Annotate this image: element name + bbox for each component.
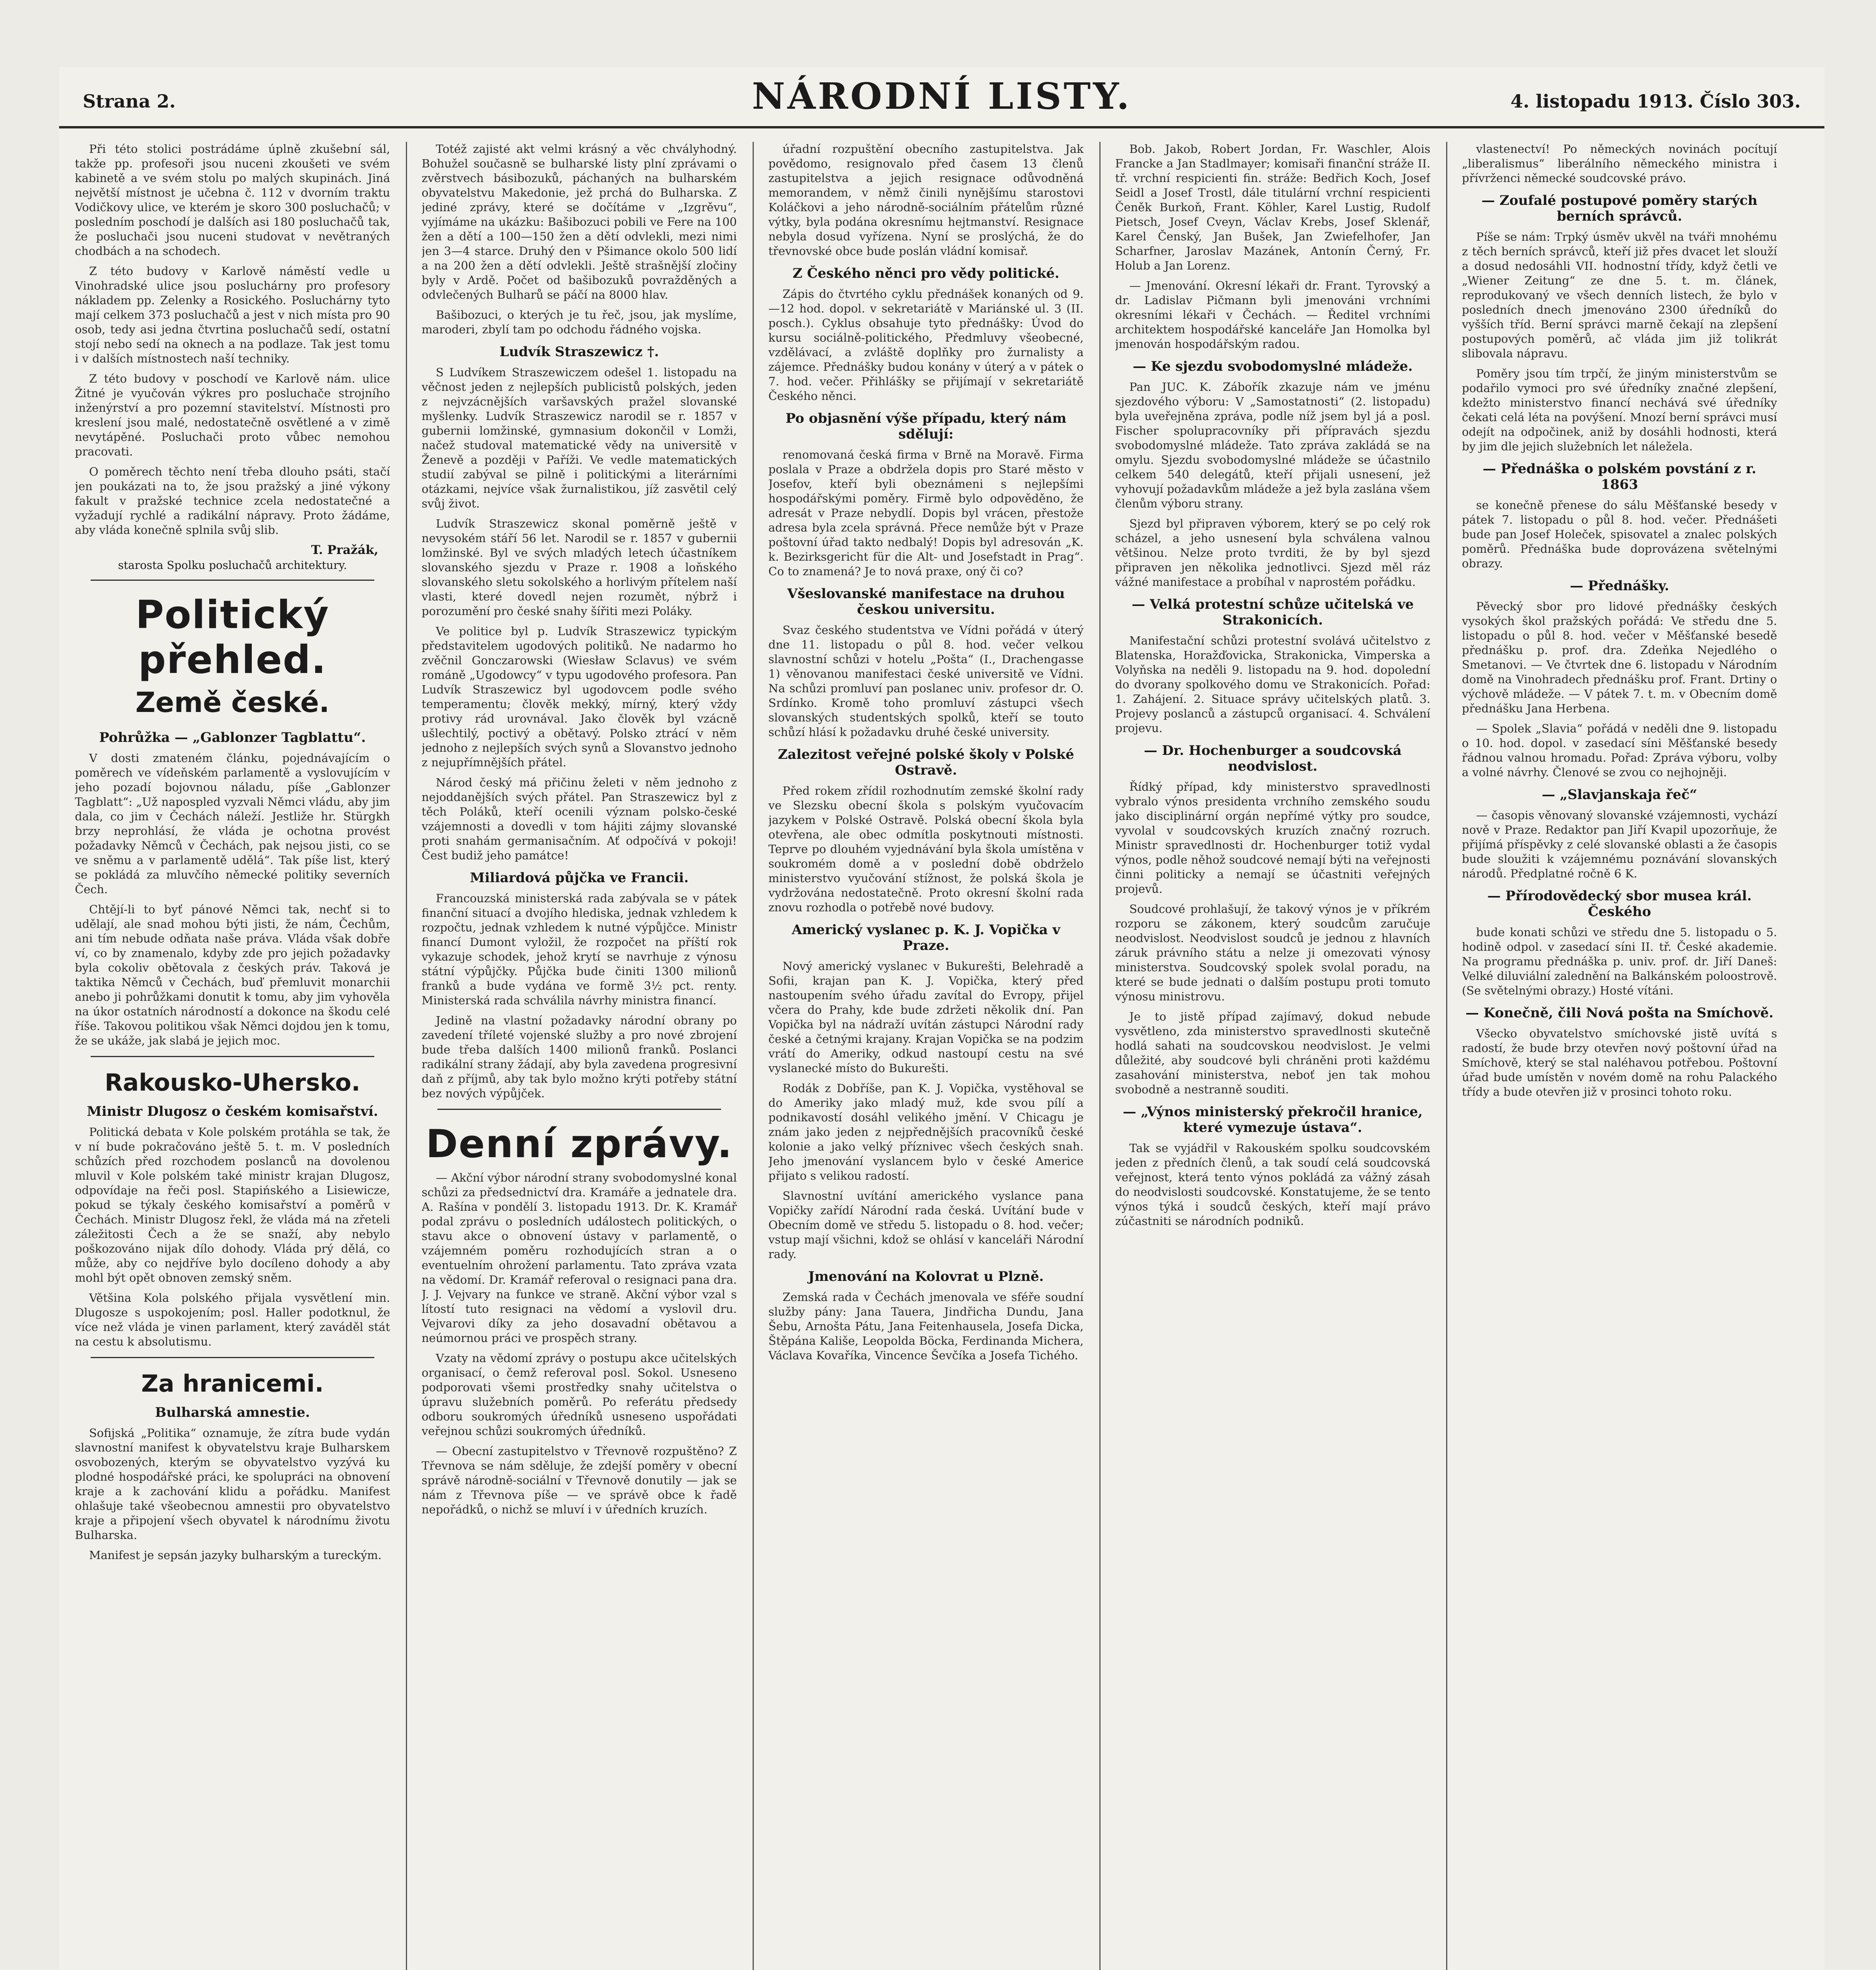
- article-heading: — Velká protestní schůze učitelská ve Strakonicích.: [1132, 597, 1414, 628]
- article-paragraph: Pan JUC. K. Zábořík zkazuje nám ve jménu sjezdového výboru: V „Samostatnosti“ (2. listopadu) byla uveřejněna zpráva, podle níž jsem byl já a posl. Fischer spolupracovníky při přípravách sjezdu svobodomyslné mládeže. Tato zpráva zakládá se na omylu. Sjezdu svobodomyslné mládeže se účastnilo celkem 540 delegátů, kteří přijali usnesení, jež vyhovují požadavkům mládeže a jež byla zaslána všem členům výboru strany.: [1115, 380, 1430, 510]
- article-heading: — Přednášky.: [1570, 578, 1669, 594]
- article-paragraph: Ludvík Straszewicz skonal poměrně ještě v nevysokém stáří 56 let. Narodil se r. 1857 v gubernii lomžinské. Byl ve svých mladých letech účastníkem slovanského sjezdu v Praze r. 1908 a loňského slovanského sletu sokolského a horlivým přítelem naší vlasti, které dovedl nejen rozumět, nýbrž i porozumění pro české snahy šířiti mezi Poláky.: [422, 517, 737, 618]
- article-paragraph: Ve politice byl p. Ludvík Straszewicz typickým představitelem ugodových politiků. Ne nadarmo ho zvěčnil Gonczarowski (Wiesław Sclavus) ve svém románě „Ugodowcy“ v typu ugodového profesora. Pan Ludvík Straszewicz byl ugodovcem podle svého temperamentu; člověk mekký, mírný, který vždy protivy rád urovnával. Jako člověk byl vzácně ušlechtilý, poctivý a obětavý. Polsko ztrácí v něm jednoho z nejlepších svých synů a Slovanstvo jednoho z nejupřímnějších přátel.: [422, 624, 737, 769]
- section-heading: Rakousko-Uhersko.: [104, 1069, 361, 1097]
- signature-role: starosta Spolku posluchačů architektury.: [118, 559, 347, 572]
- article-paragraph: Většina Kola polského přijala vysvětlení min. Dlugosze s uspokojením; posl. Haller podotknul, že více než vláda je vinen parlament, který zaváděl stát na cestu k absolutismu.: [75, 1291, 390, 1348]
- article-paragraph: Z této budovy v poschodí ve Karlově nám. ulice Žitné je vyučován výkres pro posluchače strojního inženýrství a pro pozemní stavitelství. Místnosti pro kreslení jsou malé, nedostatečně osvětlené a v zimě nevytápěné. Posluchači proto vůbec nemohou pracovati.: [75, 372, 390, 458]
- section-heading: Za hranicemi.: [141, 1370, 324, 1398]
- newspaper-title: NÁRODNÍ LISTY.: [752, 75, 1132, 117]
- article-heading: — „Slavjanskaja řeč“: [1541, 787, 1698, 803]
- article-heading: Jmenování na Kolovrat u Plzně.: [808, 1269, 1044, 1284]
- article-paragraph: — Obecní zastupitelstvo v Třevnově rozpuštěno? Z Třevnova se nám sděluje, že zdejší poměry v obecní správě národně-sociální v Třevnově donutily — jak se nám z Třevnova píše — ve správě obce k řadě nepořádků, o nichž se mluví i v úředních kruzích.: [422, 1444, 737, 1516]
- article-paragraph: Sjezd byl připraven výborem, který se po celý rok scházel, a jeho usnesení byla schválena valnou většinou. Nelze proto tvrditi, že by byl sjezd připraven jen několika jednotlivci. Sjezd měl ráz vážné manifestace a probíhal v naprostém pořádku.: [1115, 517, 1430, 589]
- section-subheading: Země české.: [135, 686, 330, 719]
- article-paragraph: Zápis do čtvrtého cyklu přednášek konaných od 9.—12 hod. dopol. v sekretariátě v Mariánské ul. 3 (II. posch.). Cyklus obsahuje tyto přednášky: Úvod do kursu sociálně-politického, Předmluvy všeobecné, vzdělávací, a zvláště doplňky pro žurnalisty a zájemce. Přednášky budou konány v úterý a v pátek o 7. hod. večer. Přihlášky se přijímají v sekretariátě Českého něnci.: [768, 287, 1084, 403]
- article-paragraph: renomovaná česká firma v Brně na Moravě. Firma poslala v Praze a obdržela dopis pro Staré město v Josefov, kteří byli obeznámeni s nejlepšími hospodářskými poměry. Firmě bylo odpověděno, že adresát v Praze nebydlí. Dopis byl vrácen, přestože adresa byla zcela správná. Přece nemůže být v Praze poštovní úřad takto nedbalý! Dopis byl adresován „K. k. Bezirksgericht für die Alt- und Josefstadt in Prag“. Co to znamená? Je to nová praxe, oný či co?: [768, 448, 1084, 578]
- article-paragraph: Jedině na vlastní požadavky národní obrany po zavedení tříleté vojenské služby a pro nové zbrojení bude třeba dalších 1400 milionů franků. Poslanci radikální strany žádají, aby byla zavedena progresivní daň z příjmů, aby tak bylo možno krýti potřeby státní bez nových výpůjček.: [422, 1014, 737, 1100]
- article-heading: Ludvík Straszewicz †.: [499, 344, 659, 360]
- article-paragraph: Je to jistě případ zajímavý, dokud nebude vysvětleno, zda ministerstvo spravedlnosti skutečně hodlá sahati na soudcovskou neodvislost. Je velmi důležité, aby soudcové byli chráněni proti každému zasahování ministerstva, neboť jen tak mohou svobodně a nestranně souditi.: [1115, 1010, 1430, 1096]
- article-paragraph: Před rokem zřídil rozhodnutím zemské školní rady ve Slezsku obecní škola s polským vyučovacím jazykem v Polské Ostravě. Polská obecní škola byla otevřena, ale obec odmítla poskytnouti místnosti. Teprve po dlouhém vyjednávání byla škola umístěna v soukromém domě a v poslední době obdrželo ministerstvo vyučování stížnost, že polská škola je vydržována nedostatečně. Proto okresní školní rada znovu rozhodla o potřebě nové budovy.: [768, 784, 1084, 914]
- article-paragraph: — časopis věnovaný slovanské vzájemnosti, vychází nově v Praze. Redaktor pan Jiří Kvapil upozorňuje, že přijímá příspěvky z celé slovanské oblasti a že časopis bude sloužiti k vzájemnému poznávání slovanských národů. Předplatné ročně 6 K.: [1462, 808, 1777, 880]
- article-paragraph: Pěvecký sbor pro lidové přednášky českých vysokých škol pražských pořádá: Ve středu dne 5. listopadu o půl 8. hod. večer v Měšťanské besedě přednášku p. prof. dra. Zdeňka Nejedlého o Smetanovi. — Ve čtvrtek dne 6. listopadu v Národním domě na Vinohradech přednášku prof. Frant. Drtiny o výchově mládeže. — V pátek 7. t. m. v Obecním domě přednášku Jana Herbena.: [1462, 600, 1777, 715]
- column-rule: [406, 142, 407, 1970]
- divider: [91, 1056, 374, 1057]
- article-heading: — Dr. Hochenburger a soudcovská neodvislost.: [1144, 743, 1402, 774]
- article-paragraph: Zemská rada v Čechách jmenovala ve sféře soudní služby pány: Jana Tauera, Jindřicha Dundu, Jana Šebu, Arnošta Pátu, Jana Feitenhausela, Josefa Dicka, Štěpána Kališe, Leopolda Böcka, Ferdinanda Michera, Václava Kovaříka, Vincence Ševčíka a Josefa Tichého.: [768, 1290, 1084, 1362]
- article-paragraph: — Akční výbor národní strany svobodomyslné konal schůzi za předsednictví dra. Kramáře a jednatele dra. A. Rašína v pondělí 3. listopadu 1913. Dr. K. Kramář podal zprávu o posledních událostech politických, o stavu akce o obnovení ústavy v parlamentě, o vzájemném poměru rozhodujících stran a o eventuelním ohrožení parlamentu. Tato zpráva vzata na vědomí. Dr. Kramář referoval o resignaci pana dra. J. J. Vejvary na funkce ve straně. Akční výbor vzal s lítostí tuto resignaci na vědomí a vyslovil dru. Vejvarovi díky za jeho dosavadní obětavou a neúmornou práci ve prospěch strany.: [422, 1171, 737, 1345]
- article-heading: — Zoufalé postupové poměry starých berních správců.: [1481, 193, 1758, 224]
- divider: [91, 580, 374, 581]
- article-heading: Po objasnění výše případu, který nám sdělují:: [785, 411, 1067, 442]
- article-heading: Všeslovanské manifestace na druhou českou universitu.: [787, 586, 1065, 617]
- article-paragraph: Slavnostní uvítání amerického vyslance pana Vopičky zařídí Národní rada česká. Uvítání bude v Obecním domě ve středu 5. listopadu o 8. hod. večer; vstup mají všichni, kdož se ohlásí v kanceláři Národní rady.: [768, 1189, 1084, 1261]
- newspaper-page: [59, 67, 1824, 1970]
- article-paragraph: Nový americký vyslanec v Bukurešti, Belehradě a Sofii, krajan pan K. J. Vopička, který před nastoupením svého úřadu zavítal do Evropy, přijel včera do Prahy, kde bude zdržeti několik dní. Pan Vopička byl na nádraží uvítán zástupci Národní rady české a četnými krajany. Krajan Vopička se na podzim vrátí do Ameriky, odkud nastoupí cestu na své vyslanecké místo do Bukurešti.: [768, 959, 1084, 1075]
- article-paragraph: úřadní rozpuštění obecního zastupitelstva. Jak povědomo, resignovalo před časem 13 členů zastupitelstva a jejich resignace odůvodněná memorandem, v němž činili nynějšímu starostovi Koláčkovi a jeho národně-sociálním přátelům různé výtky, byla podána okresnímu hejtmanství. Resignace nebyla dosud vyřízena. Nyní se proslýchá, že do třevnovské obce bude poslán vládní komisař.: [768, 142, 1084, 258]
- article-heading: — Ke sjezdu svobodomyslné mládeže.: [1132, 359, 1413, 374]
- article-paragraph: — Spolek „Slavia“ pořádá v neděli dne 9. listopadu o 10. hod. dopol. v zasedací síni Měšťanské besedy řádnou valnou hromadu. Pořad: Zpráva výboru, volby a volné návrhy. Členové se zvou co nejhojněji.: [1462, 722, 1777, 779]
- article-paragraph: Píše se nám: Trpký úsměv ukvěl na tváři mnohému z těch berních správců, kteří již přes dvacet let slouží a dosud nedosáhli VII. hodnostní třídy, když četli ve „Wiener Zeitung“ ze dne 5. t. m. článek, reprodukovaný ve všech denních listech, že bylo v posledních dnech jmenováno 2300 úředníků do vyšších tříd. Berní správci marně čekají na zlepšení postupových poměrů, ač vláda jim již tolikrát slibovala nápravu.: [1462, 230, 1777, 360]
- article-heading: Pohrůžka — „Gablonzer Tagblattu“.: [99, 730, 366, 745]
- article-heading: Miliardová půjčka ve Francii.: [470, 870, 689, 886]
- article-paragraph: Soudcové prohlašují, že takový výnos je v příkrém rozporu se zákonem, který soudcům zaručuje neodvislost. Neodvislost soudců je jednou z hlavních záruk právního státu a nelze ji omezovati výnosy ministerstva. Soudcovský spolek svolal poradu, na které se bude jednati o dalším postupu proti tomuto výnosu ministrovu.: [1115, 902, 1430, 1003]
- article-paragraph: — Jmenování. Okresní lékaři dr. Frant. Tyrovský a dr. Ladislav Pičmann byli jmenováni vrchními okresními lékaři v Čechách. — Ředitel vrchními architektem hospodářské kanceláře Jan Homolka byl jmenován hospodářským radou.: [1115, 279, 1430, 351]
- column-rule: [1446, 142, 1447, 1970]
- article-heading: Ministr Dlugosz o českém komisařství.: [87, 1104, 378, 1119]
- article-paragraph: Bašibozuci, o kterých je tu řeč, jsou, jak myslíme, maroderi, zbylí tam po odchodu řádného vojska.: [422, 308, 737, 336]
- article-paragraph: Francouzská ministerská rada zabývala se v pátek finanční situací a dvojího hlediska, jednak vzhledem k rozpočtu, jednak vzhledem k nutné výpůjčce. Ministr financí Dumont vyložil, že rozpočet na příští rok vykazuje schodek, jehož krytí se navrhuje z výnosu státní výpůjčky. Půjčka bude činiti 1300 milionů franků a bude vydána ve formě 3½ pct. renty. Ministerská rada schválila návrhy ministra financí.: [422, 892, 737, 1007]
- article-heading: — Přednáška o polském povstání z r. 1863: [1482, 461, 1757, 492]
- divider: [91, 1357, 374, 1358]
- article-paragraph: Sofijská „Politika“ oznamuje, že zítra bude vydán slavnostní manifest k obyvatelstvu kraje Bulharskem osvobozených, kterým se obyvatelstvo vyzývá ku plodné hospodářské práci, ke spolupráci na obnovení kraje a k zachování klidu a pořádku. Manifest ohlašuje také všeobecnou amnestii pro obyvatelstvo kraje a připojení všech obyvatel k národnímu životu Bulharska.: [75, 1426, 390, 1542]
- article-paragraph: Manifest je sepsán jazyky bulharským a tureckým.: [89, 1548, 382, 1562]
- section-heading: Politický přehled.: [136, 593, 329, 682]
- article-paragraph: Poměry jsou tím trpčí, že jiným ministerstvům se podařilo vymoci pro své úředníky značné zlepšení, kdežto ministerstvo financí nechává své úředníky čekati celá léta na povýšení. Mnozí berní správci musí odejít na odpočinek, aniž by dosáhli hodnosti, která by jim dle jejich služebních let náležela.: [1462, 367, 1777, 453]
- article-paragraph: Z této budovy v Karlově náměstí vedle u Vinohradské ulice jsou posluchárny pro profesory nákladem pp. Zelenky a Rosického. Posluchárny tyto mají celkem 373 posluchačů a jest v nich místa pro 90 osob, tedy asi jedna čtvrtina posluchačů sedí, ostatní stojí nebo sedí na oknech a na podlaze. Tak jest tomu i v dalších místnostech naší techniky.: [75, 264, 390, 365]
- article-paragraph: Totéž zajisté akt velmi krásný a věc chvályhodný. Bohužel současně se bulharské listy plní zprávami o zvěrstvech básibozuků, páchaných na bulharském obyvatelstvu Makedonie, jež prchá do Bulharska. Z jediné zprávy, které se dočítáme v „Izgrěvu“, vyjímáme na ukázku: Bašibozuci pobili ve Fere na 100 žen a dětí a 100—150 žen a dětí odvlekli, mezi nimi jen 3—4 starce. Druhý den v Pšimance okolo 500 lidí a na 200 žen a dětí odvlekli. Ještě strašnější zločiny byly v Ardě. Počet od bašibozuků povražděných a odvlečených Bulharů se páčí na 8000 hlav.: [422, 142, 737, 301]
- article-heading: Zalezitost veřejné polské školy v Polské Ostravě.: [778, 747, 1074, 778]
- article-heading: — Konečně, čili Nová pošta na Smíchově.: [1465, 1005, 1774, 1021]
- article-heading: Americký vyslanec p. K. J. Vopička v Praze.: [792, 922, 1060, 953]
- article-paragraph: Při této stolici postrádáme úplně zkušební sál, takže pp. profesoři jsou nuceni zkoušeti ve svém kabinetě a ve svém stolu po malých skupinách. Jiná největší místnost je učebna č. 112 v dvorním traktu Vodičkovy ulice, ve kterém je skoro 300 posluchačů; v posledním poschodí je dalších asi 180 posluchačů tak, že posluchači jsou nuceni studovat v nevětraných chodbách a na schodech.: [75, 142, 390, 258]
- divider: [437, 1109, 721, 1110]
- article-paragraph: Všecko obyvatelstvo smíchovské jistě uvítá s radostí, že bude brzy otevřen nový poštovní úřad na Smíchově, který se stal naléhavou potřebou. Poštovní úřad bude umístěn v novém domě na rohu Palackého třídy a bude otevřen již v prosinci tohoto roku.: [1462, 1027, 1777, 1098]
- article-heading: Bulharská amnestie.: [155, 1405, 310, 1420]
- article-paragraph: O poměrech těchto není třeba dlouho psáti, stačí jen poukázati na to, že jsou pražský a jiné výkony fakult v pražské technice zcela nedostatečné a vyžadují rychlé a radikální nápravy. Proto žádáme, aby vláda konečně splnila svůj slib.: [75, 465, 390, 537]
- column-2: [422, 142, 737, 1970]
- article-paragraph: Chtějí-li to byť pánové Němci tak, nechť si to udělají, ale snad mohou býti jisti, že nám, Čechům, ani tím nebude odňata naše práva. Vláda však dobře ví, co by znamenalo, kdyby zde pro jejich požadavky byla cokoliv obětovala z českých práv. Taková je taktika Němců v Čechách, buď přemluvit monarchii anebo ji pohrůžkami donutit k tomu, aby jim vyhověla na úkor ostatních národností a dokonce na škodu celé říše. Takovou politikou však Němci dojdou jen k tomu, že se ukáže, jak slabá je jejich moc.: [75, 903, 390, 1047]
- section-heading: Denní zprávy.: [426, 1122, 733, 1167]
- article-heading: — Přírodovědecký sbor musea král. Českého: [1487, 888, 1752, 920]
- article-paragraph: Rodák z Dobříše, pan K. J. Vopička, vystěhoval se do Ameriky jako mladý muž, kde svou pílí a podnikavostí dosáhl velikého jmění. V Chicagu je znám jako jeden z nejpřednějších pracovníků české kolonie a jako velký příznivec všech českých snah. Jeho jmenování vyslancem bylo v české Americe přijato s velikou radostí.: [768, 1082, 1084, 1182]
- article-paragraph: S Ludvíkem Straszewiczem odešel 1. listopadu na věčnost jeden z nejlepších publicistů polských, jeden z nejvzácnějších varšavských pražel slovanské myšlenky. Ludvík Straszewicz narodil se r. 1857 v gubernii lomžinské, gymnasium dokončil v Lomži, načež studoval matematické vědy na universitě v Ženevě a později v Paříži. Ve vedle matematických studií zabýval se pilně i politickými a literárními otázkami, nejvíce však žurnalistikou, jíž zasvětil celý svůj život.: [422, 366, 737, 510]
- column-rule: [1099, 142, 1101, 1970]
- signature: T. Pražák,: [311, 543, 378, 557]
- article-paragraph: vlastenectví! Po německých novinách pocítují „liberalismus“ liberálního německého ministra i přívrženci německé soudcovské právo.: [1462, 142, 1777, 185]
- column-1: [75, 142, 390, 1970]
- column-rule: [753, 142, 754, 1970]
- article-heading: Z Českého něnci pro vědy politické.: [792, 266, 1060, 281]
- article-paragraph: se konečně přenese do sálu Měšťanské besedy v pátek 7. listopadu o půl 8. hod. večer. Přednášeti bude pan Josef Holeček, spisovatel a znalec polských poměrů. Přednáška bude doprovázena světelnými obrazy.: [1462, 498, 1777, 570]
- column-3: [768, 142, 1084, 1970]
- article-paragraph: Vzaty na vědomí zprávy o postupu akce učitelských organisací, o čemž referoval posl. Sokol. Usneseno podporovati všemi prostředky snahy učitelstva o úpravu služebních poměrů. Po referátu předsedy odboru soukromých úředníků usneseno uspořádati veřejnou schůzi soukromých úředníků.: [422, 1351, 737, 1438]
- page-number: Strana 2.: [83, 91, 176, 112]
- column-4: [1115, 142, 1430, 1970]
- article-paragraph: Politická debata v Kole polském protáhla se tak, že v ní bude pokračováno ještě 5. t. m. V posledních schůzích před rozchodem poslanců na dovolenou mluvil v Kole polském také ministr krajan Dlugosz, odpovídaje na řeči posl. Stapińského a Lisiewicze, pokud se týkaly českého komisařství a poměrů v Čechách. Ministr Dlugosz řekl, že vláda má na zřeteli záležitosti Čech a že se snaží, aby nebylo poškozováno nijak dílo dohody. Vláda prý dělá, co může, aby co nejdříve bylo docíleno dohody a aby mohl být opět obnoven zemský sněm.: [75, 1125, 390, 1284]
- article-paragraph: Národ český má přičinu želeti v něm jednoho z nejoddanějších svých přátel. Pan Straszewicz byl z těch Poláků, kteří ocenili význam polsko-české vzájemnosti a dovedli v tom hájiti zájmy slovanské proti snahám germanisačním. Ať odpočívá v pokoji! Čest budiž jeho památce!: [422, 776, 737, 862]
- article-paragraph: Bob. Jakob, Robert Jordan, Fr. Waschler, Alois Francke a Jan Stadlmayer; komisaři finanční stráže II. tř. vrchní respicienti fin. stráže: Bedřich Koch, Josef Seidl a Josef Trostl, dále titulární vrchní respicienti Čeněk Burkoň, Frant. Köhler, Karel Lustig, Rudolf Pietsch, Josef Cveyn, Václav Krebs, Josef Sklenář, Karel Čenský, Jan Bušek, Jan Zwiefelhofer, Jan Scharfner, Jaroslav Mazánek, Antonín Černý, Fr. Holub a Jan Lorenz.: [1115, 142, 1430, 272]
- article-paragraph: Svaz českého studentstva ve Vídni pořádá v úterý dne 11. listopadu o půl 8. hod. večer velkou slavnostní schůzi v hotelu „Pošta“ (I., Drachengasse 1) věnovanou manifestaci české universitě ve Vídni. Na schůzi promluví pan poslanec univ. profesor dr. O. Srdínko. Kromě toho promluví zástupci všech slovanských studentských spolků, kteří se touto schůzí hlásí k požadavku druhé české university.: [768, 623, 1084, 739]
- masthead: [59, 67, 1824, 128]
- article-paragraph: Tak se vyjádřil v Rakouském spolku soudcovském jeden z předních členů, a tak soudí celá soudcovská veřejnost, která tento výnos pokládá za vážný zásah do neodvislosti soudcovské. Konstatujeme, že se tento výnos týká i soudců českých, kteří mají právo zúčastniti se národních podniků.: [1115, 1141, 1430, 1228]
- article-heading: — „Výnos ministerský překročil hranice, které vymezuje ústava“.: [1123, 1104, 1423, 1136]
- article-paragraph: Manifestační schůzi protestní svolává učitelstvo z Blatenska, Horažďovicka, Strakonicka, Vimperska a Volyňska na neděli 9. listopadu na 9. hod. dopolední do dvorany spolkového domu ve Strakonicích. Pořad: 1. Zahájení. 2. Situace správy učitelských platů. 3. Projevy poslanců a zástupců organisací. 4. Schválení projevu.: [1115, 634, 1430, 735]
- column-5: [1462, 142, 1777, 1970]
- article-paragraph: bude konati schůzi ve středu dne 5. listopadu o 5. hodině odpol. v zasedací síni II. tř. České akademie. Na programu přednáška p. univ. prof. dr. Jiří Daneš: Velké diluviální zalednění na Balkánském poloostrově. (Se světelnými obrazy.) Hosté vítáni.: [1462, 926, 1777, 997]
- issue-date: 4. listopadu 1913. Číslo 303.: [1510, 91, 1801, 112]
- article-paragraph: V dosti zmateném článku, pojednávajícím o poměrech ve vídeňském parlamentě a vyslovujícím v jeho pozadí bojovnou náladu, píše „Gablonzer Tagblatt“: „Už napospled vyzvali Němci vládu, aby jim dala, co jim v Čechách náleží. Jestliže hr. Stürgkh brzy neprohlásí, že vláda je ochotna provést požadavky Němců v Čechách, pak nejsou jisti, co se ve sněmu a v parlamentě udělá“. Tak píše list, který se pokládá za mluvčího německé politiky severních Čech.: [75, 751, 390, 896]
- article-paragraph: Řídký případ, kdy ministerstvo spravedlnosti vybralo výnos presidenta vrchního zemského soudu jako disciplinární orgán nepřímé výtky pro soudce, vyvolal v soudcovských kruzích značný rozruch. Ministr spravedlnosti dr. Hochenburger totiž vydal výnos, podle něhož soudcové nemají býti na veřejnosti činni politicky a nemají se účastniti veřejných projevů.: [1115, 780, 1430, 896]
